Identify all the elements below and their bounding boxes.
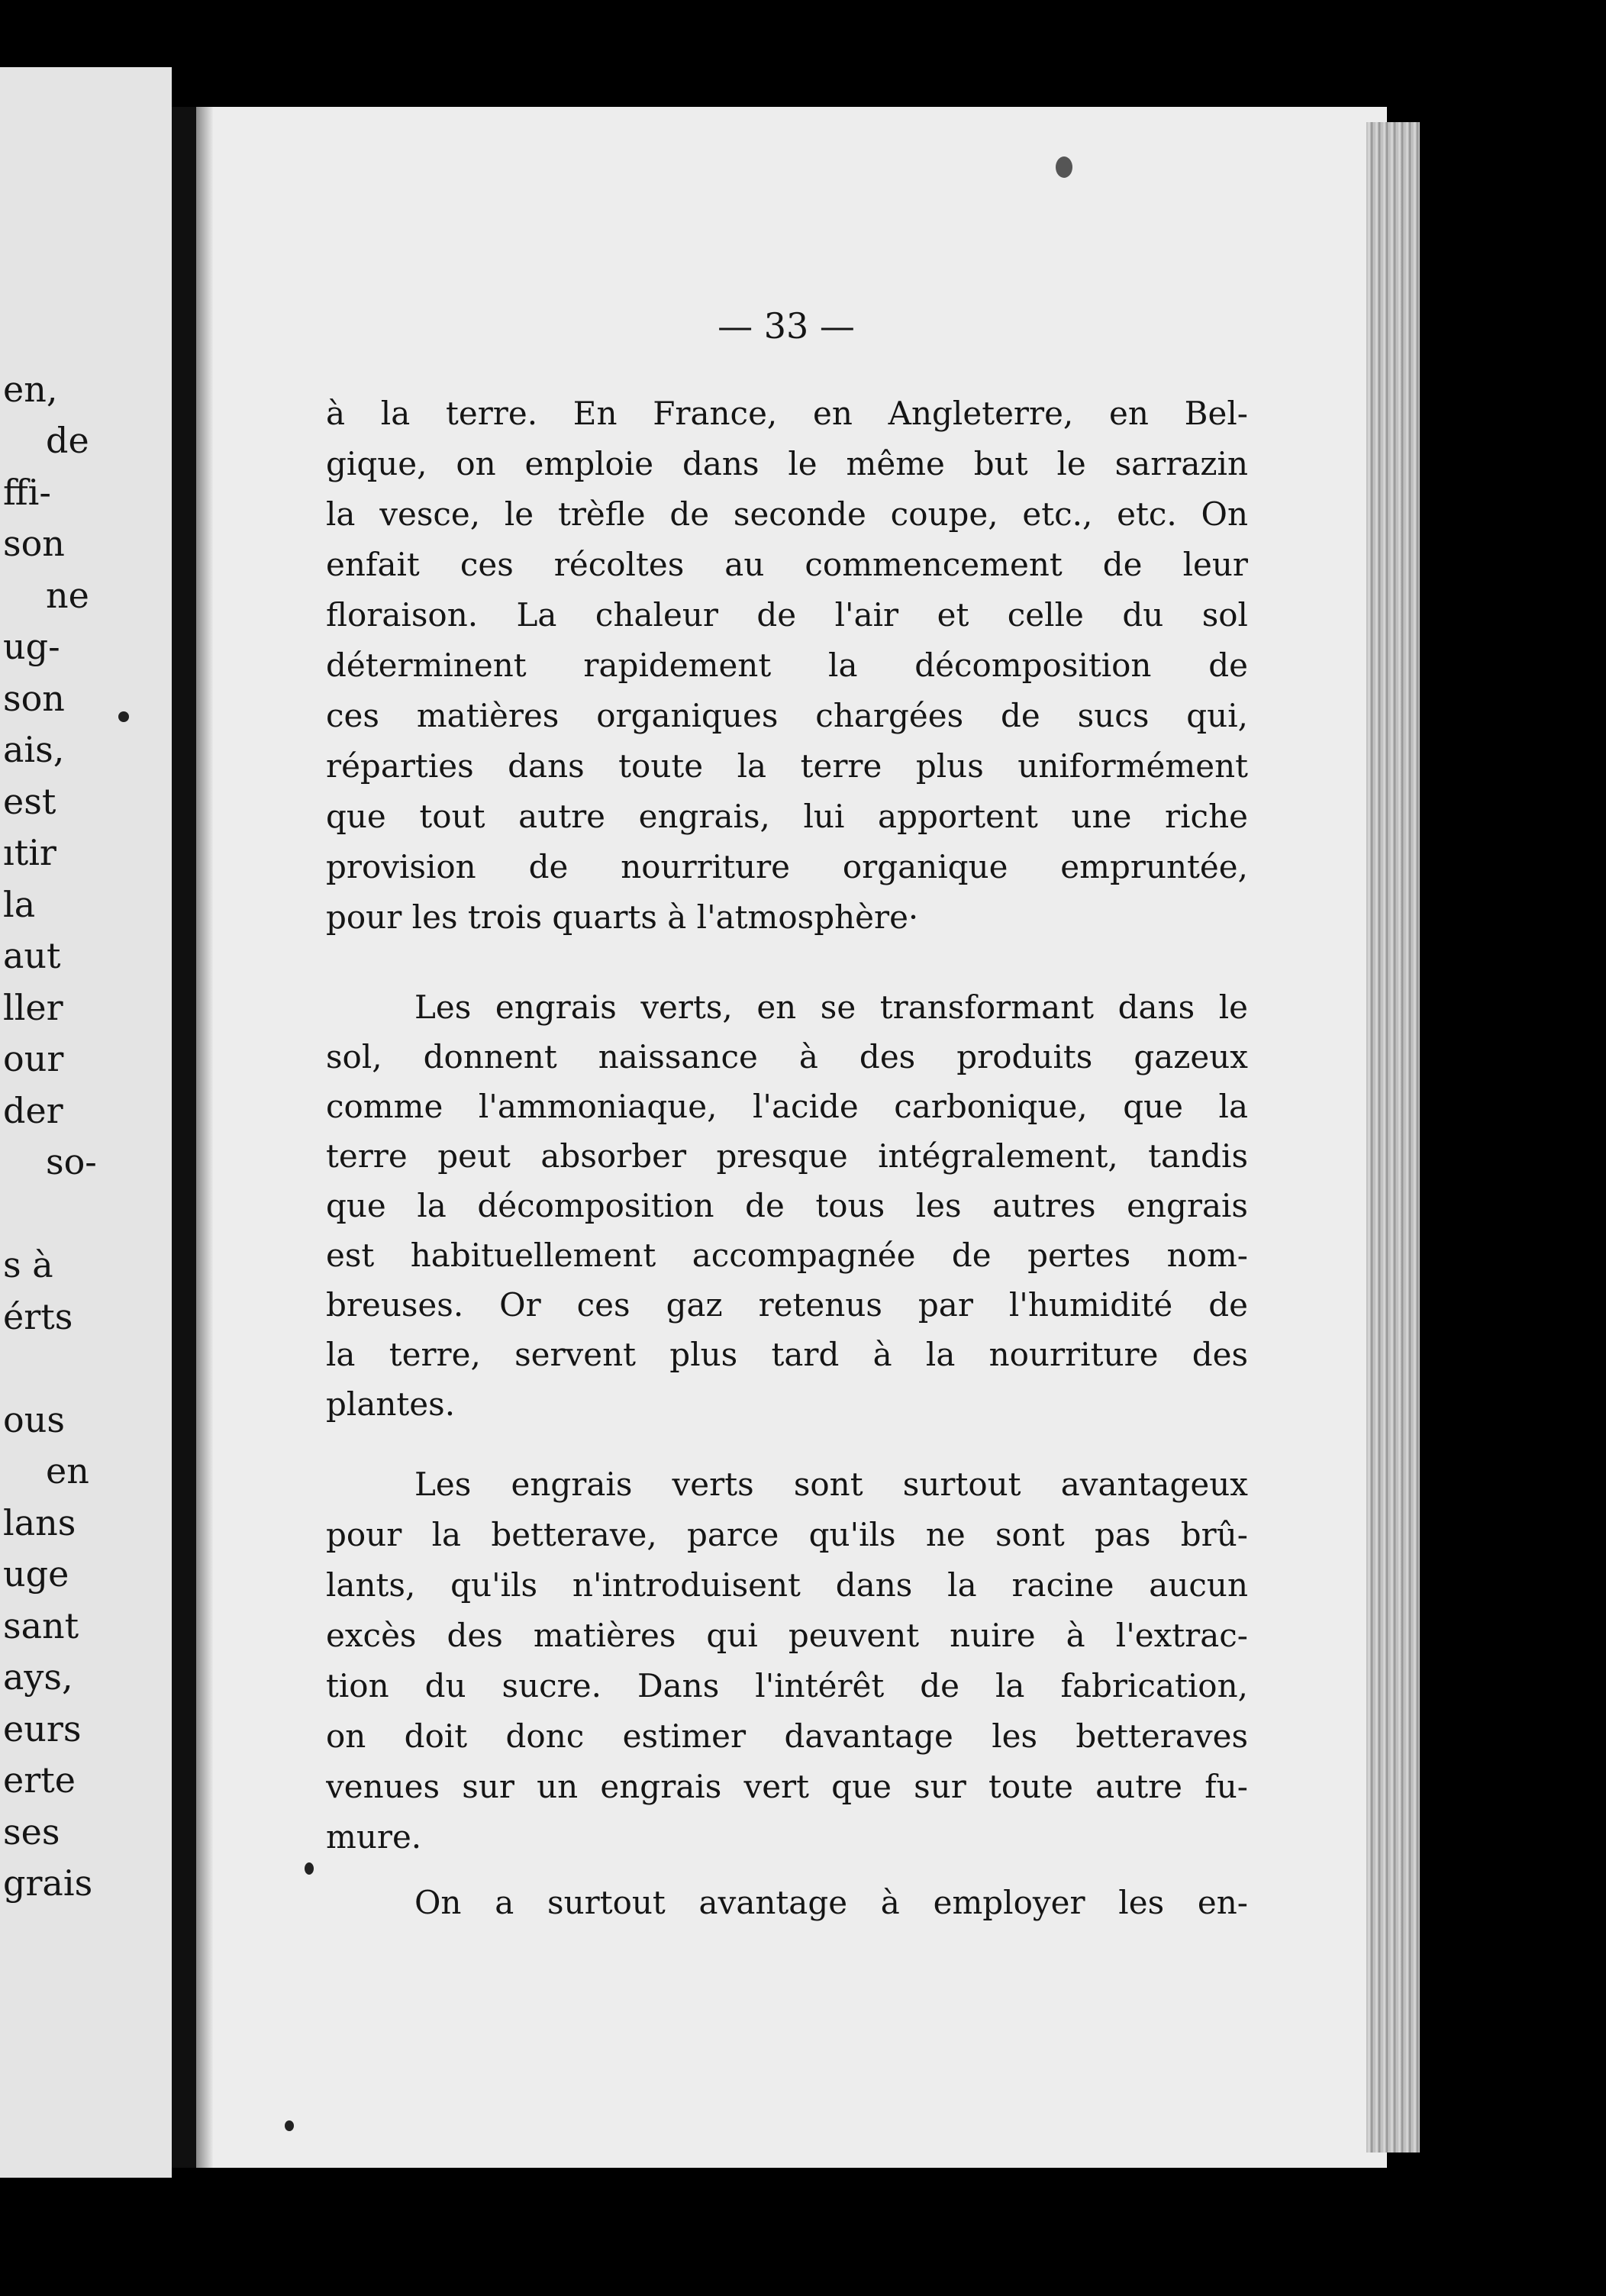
text-line: tion du sucre. Dans l'intérêt de la fabrication, — [326, 1667, 1248, 1704]
text-line: lants, qu'ils n'introduisent dans la racine aucun — [326, 1566, 1248, 1604]
text-line: plantes. — [326, 1385, 456, 1423]
text-line: floraison. La chaleur de l'air et celle du sol — [326, 596, 1248, 634]
text-line: enfait ces récoltes au commencement de leur — [326, 546, 1248, 583]
left-page-line: lans — [3, 1502, 76, 1543]
left-page-line: ne — [46, 575, 89, 616]
left-page-line: la — [3, 884, 36, 925]
ink-speck — [305, 1862, 314, 1875]
left-page-line: ays, — [3, 1656, 73, 1698]
ink-speck — [1056, 156, 1072, 178]
book-spine — [172, 107, 196, 2168]
ink-speck — [285, 2120, 294, 2131]
left-page-line: aut — [3, 935, 61, 976]
left-page-line: est — [3, 781, 56, 822]
left-page-line: der — [3, 1090, 63, 1131]
left-page-line: érts — [3, 1296, 73, 1337]
gutter-shadow — [196, 107, 213, 2168]
text-line: à la terre. En France, en Angleterre, en Bel- — [326, 395, 1248, 432]
left-page-line: uge — [3, 1553, 69, 1595]
left-page-line: erte — [3, 1759, 76, 1801]
text-line: réparties dans toute la terre plus uniformément — [326, 747, 1248, 785]
text-line: que la décomposition de tous les autres engrais — [326, 1187, 1248, 1224]
text-line: venues sur un engrais vert que sur toute autre fu- — [326, 1768, 1248, 1805]
text-line: On a surtout avantage à employer les en- — [414, 1884, 1248, 1921]
text-line: que tout autre engrais, lui apportent une riche — [326, 798, 1248, 835]
text-line: pour les trois quarts à l'atmosphère· — [326, 898, 919, 936]
left-page-line: ais, — [3, 729, 65, 770]
text-line: breuses. Or ces gaz retenus par l'humidité de — [326, 1286, 1248, 1324]
text-line: on doit donc estimer davantage les betteraves — [326, 1717, 1248, 1755]
left-page-line: s à — [3, 1244, 53, 1285]
text-line: la terre, servent plus tard à la nourriture des — [326, 1336, 1248, 1373]
left-page-line: ses — [3, 1811, 60, 1853]
left-page-line: son — [3, 678, 65, 719]
left-page-line: en, — [3, 369, 58, 410]
left-page-line: ous — [3, 1399, 65, 1440]
text-line: la vesce, le trèfle de seconde coupe, etc., etc. On — [326, 495, 1248, 533]
text-line: est habituellement accompagnée de pertes nom- — [326, 1237, 1248, 1274]
text-line: déterminent rapidement la décomposition de — [326, 647, 1248, 684]
left-page-line: ıtir — [3, 832, 56, 873]
left-page-line: de — [46, 420, 89, 461]
text-line: provision de nourriture organique empruntée, — [326, 848, 1248, 885]
page-number: — 33 — — [718, 305, 855, 347]
text-line: pour la betterave, parce qu'ils ne sont pas brû- — [326, 1516, 1248, 1553]
left-page-line: so- — [46, 1141, 97, 1182]
page-edges — [1366, 122, 1420, 2152]
text-line: mure. — [326, 1818, 422, 1856]
ink-speck — [118, 711, 129, 722]
text-line: gique, on emploie dans le même but le sarrazin — [326, 445, 1248, 482]
left-page-line: our — [3, 1038, 64, 1079]
left-page-line: ffi- — [3, 472, 51, 513]
text-line: Les engrais verts sont surtout avantageux — [414, 1466, 1248, 1503]
text-line: ces matières organiques chargées de sucs qui, — [326, 697, 1248, 734]
text-line: comme l'ammoniaque, l'acide carbonique, que la — [326, 1088, 1248, 1125]
text-line: terre peut absorber presque intégralement, tandis — [326, 1137, 1248, 1175]
left-page-line: sant — [3, 1605, 79, 1646]
left-page-line: son — [3, 523, 65, 564]
left-page-line: ller — [3, 987, 63, 1028]
left-page-line: ug- — [3, 626, 60, 667]
text-line: Les engrais verts, en se transformant dans le — [414, 988, 1248, 1026]
left-page-line: eurs — [3, 1708, 82, 1749]
left-page-line: grais — [3, 1862, 93, 1904]
left-page-line: en — [46, 1450, 89, 1491]
left-page — [0, 67, 172, 2178]
text-line: excès des matières qui peuvent nuire à l'extrac- — [326, 1617, 1248, 1654]
text-line: sol, donnent naissance à des produits gazeux — [326, 1038, 1248, 1075]
